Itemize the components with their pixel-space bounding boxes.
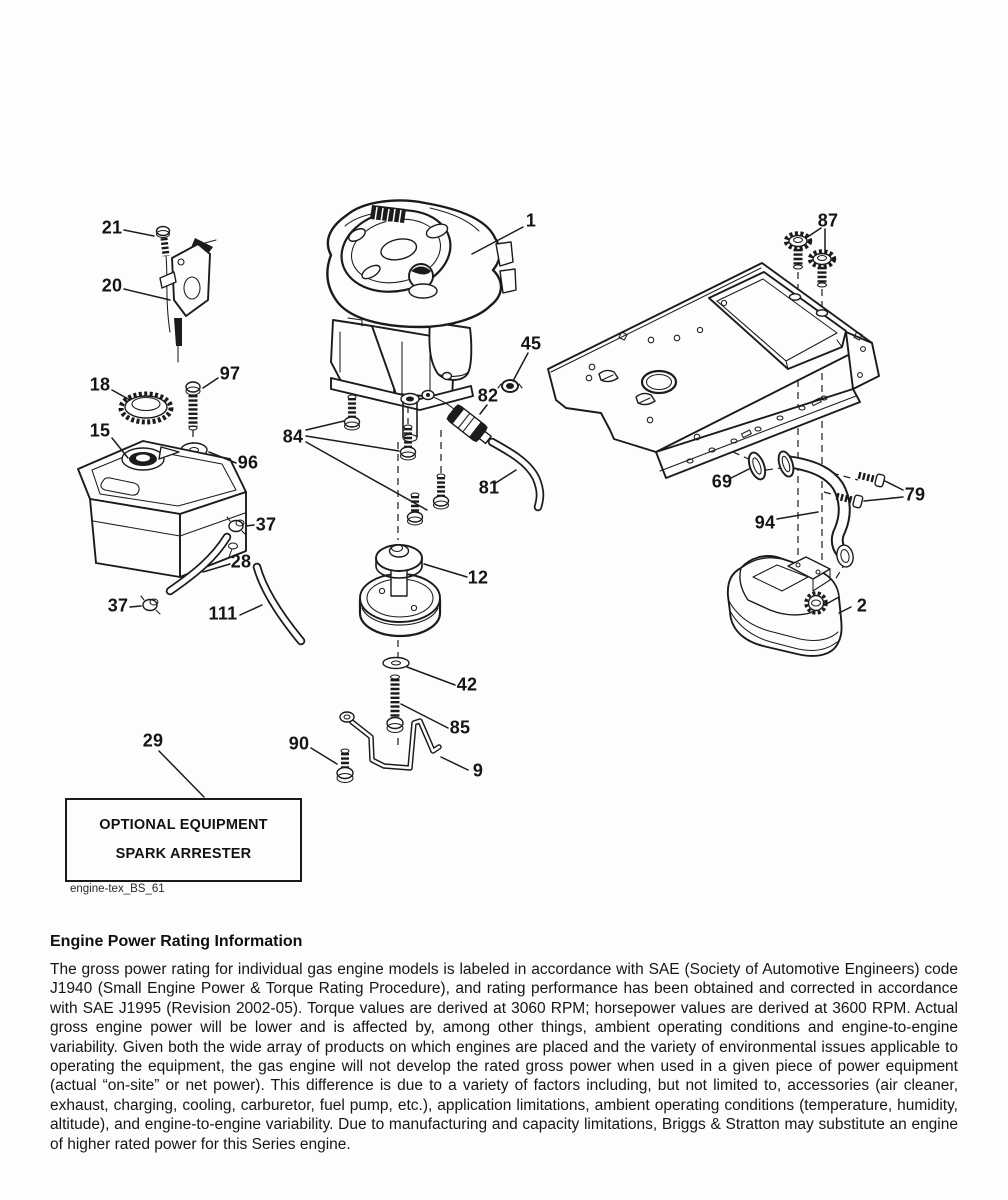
callout-15: 15 bbox=[89, 420, 111, 441]
spark-arrester-label: SPARK ARRESTER bbox=[115, 846, 252, 862]
callout-2: 2 bbox=[856, 595, 868, 616]
info-body-paragraph: The gross power rating for individual gas engine models is labeled in accordance with SAE (Society of Automotive Engineers) code J1940 (Small Engine Power & Torque Rating Procedure), and rating performance has been obtained and corrected in accordance with SAE J1995 (Revision 2002-05). Torque values are derived at 3060 RPM; horsepower values are derived at 3600 RPM. Actual gross engine power will be lower and is affected by, among other things, ambient operating conditions and engine-to-engine variability. Given both the wide array of products on which engines are placed and the variety of environmental issues applicable to operating the equipment, the gas engine will not develop the rated gross power when used in a given piece of power equipment (actual “on-site” or net power). This difference is due to a variety of factors including, but not limited to, accessories (air cleaner, exhaust, charging, cooling, carburetor, fuel pump, etc.), application limitations, ambient operating conditions (temperature, humidity, altitude), and engine-to-engine variability. Due to manufacturing and capacity limitations, Briggs & Stratton may substitute an engine of higher rated power for this Series engine. bbox=[50, 961, 958, 1153]
callout-42: 42 bbox=[456, 674, 478, 695]
callout-87: 87 bbox=[817, 210, 839, 231]
callout-96: 96 bbox=[237, 452, 259, 473]
callout-28: 28 bbox=[230, 551, 252, 572]
callout-20: 20 bbox=[101, 275, 123, 296]
callout-82: 82 bbox=[477, 385, 499, 406]
optional-equipment-label: OPTIONAL EQUIPMENT bbox=[99, 817, 268, 833]
callout-84: 84 bbox=[282, 426, 304, 447]
callout-81: 81 bbox=[478, 477, 500, 498]
callout-90: 90 bbox=[288, 733, 310, 754]
callout-37: 37 bbox=[255, 514, 277, 535]
callout-1: 1 bbox=[525, 210, 537, 231]
info-heading: Engine Power Rating Information bbox=[50, 933, 303, 950]
callout-79: 79 bbox=[904, 484, 926, 505]
callout-97: 97 bbox=[219, 363, 241, 384]
callout-21: 21 bbox=[101, 217, 123, 238]
callout-69: 69 bbox=[711, 471, 733, 492]
callout-18: 18 bbox=[89, 374, 111, 395]
callout-12: 12 bbox=[467, 567, 489, 588]
callout-85: 85 bbox=[449, 717, 471, 738]
callout-9: 9 bbox=[472, 760, 484, 781]
callout-111: 111 bbox=[208, 603, 238, 624]
engine-power-info-section bbox=[50, 933, 958, 1154]
callout-29: 29 bbox=[142, 730, 164, 751]
callout-94: 94 bbox=[754, 512, 776, 533]
optional-equipment-box bbox=[65, 798, 302, 882]
callout-45: 45 bbox=[520, 333, 542, 354]
callout-37: 37 bbox=[107, 595, 129, 616]
diagram-file-caption: engine-tex_BS_61 bbox=[70, 883, 165, 895]
